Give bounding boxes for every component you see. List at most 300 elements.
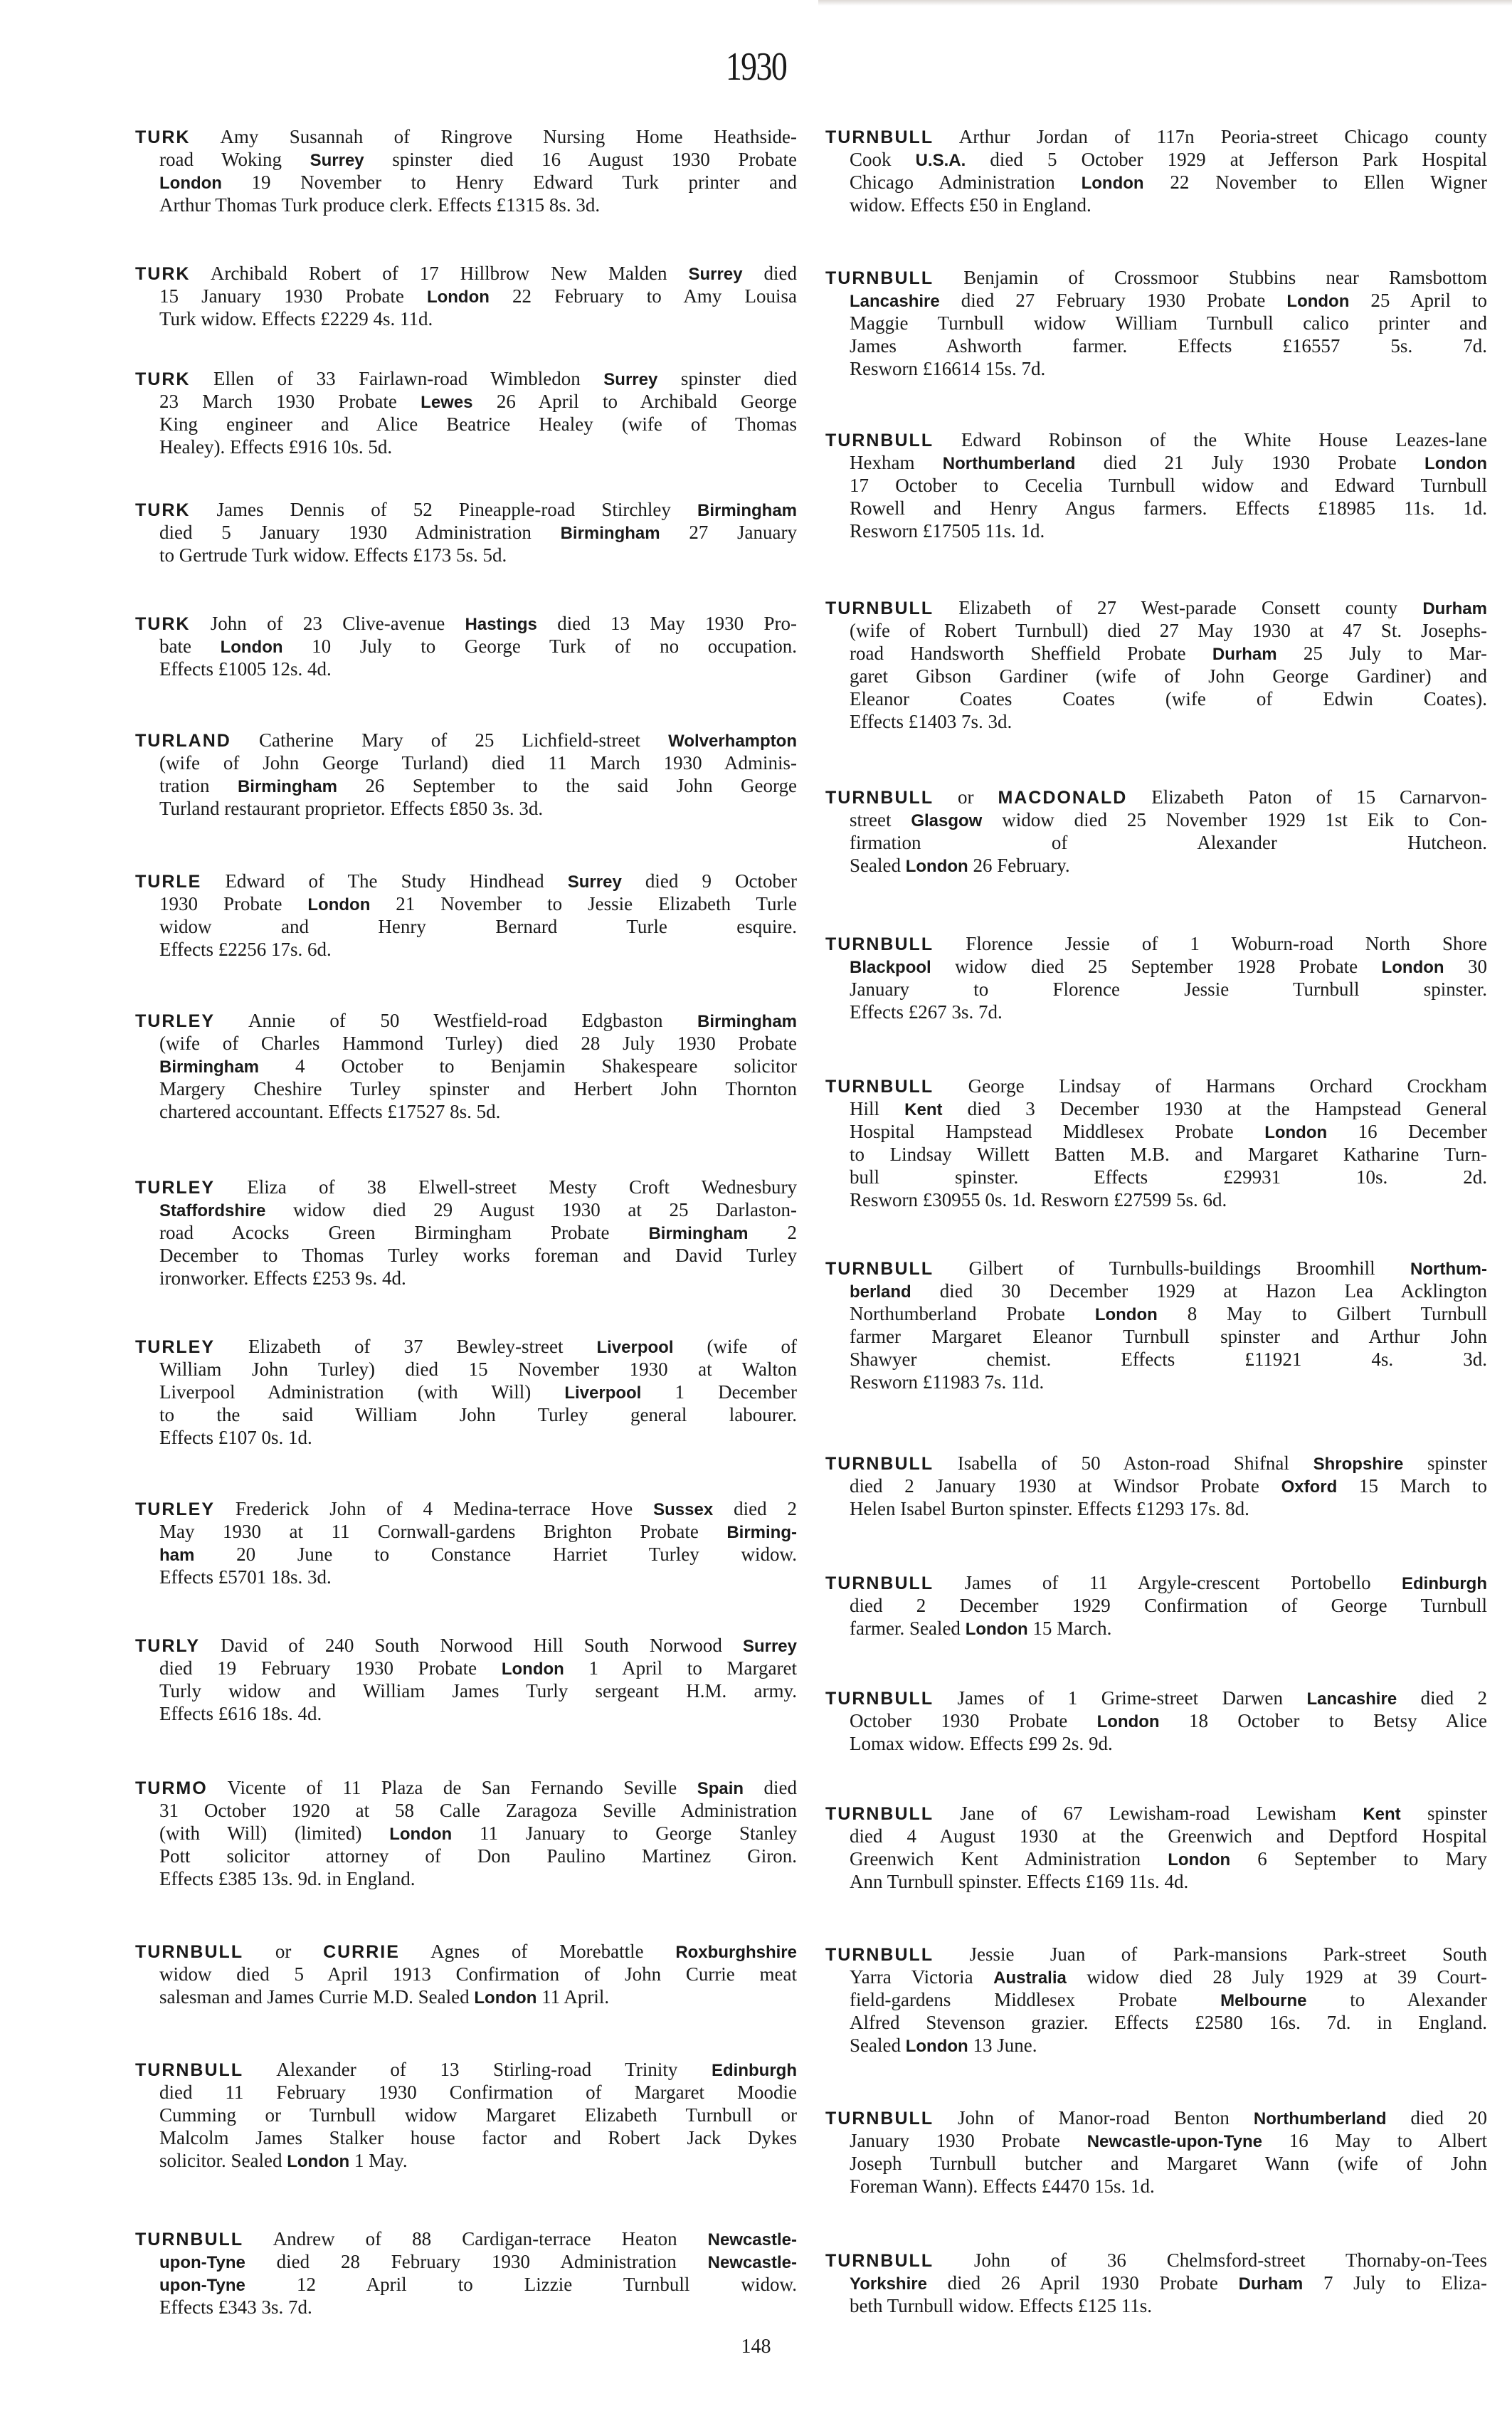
entry-text: Turly widow and William James Turly sergeant H.M. army.: [159, 1680, 797, 1702]
probate-entry: [135, 125, 797, 216]
probate-entry: [825, 125, 1487, 216]
surname: MACDONALD: [998, 788, 1128, 808]
place-name: Surrey: [603, 370, 658, 389]
entry-text: Healey). Effects £916 10s. 5d.: [159, 436, 393, 458]
entry-text: 23 March 1930 Probate: [159, 391, 421, 412]
entry-text: field-gardens Middlesex Probate: [850, 1989, 1221, 2010]
entry-text: Benjamin of Crossmoor Stubbins near Ramsbottom: [934, 267, 1487, 288]
entry-text: died 5 October 1929 at Jefferson Park Hospital: [966, 149, 1488, 170]
place-name: London: [965, 1620, 1028, 1639]
probate-entry: [135, 1776, 797, 1890]
entry-text: William John Turley) died 15 November 1930 at Walton: [159, 1359, 797, 1380]
place-name: Birmingham: [648, 1224, 749, 1243]
entry-text: 6 September to Mary: [1230, 1848, 1487, 1869]
entry-text: salesman and James Currie M.D. Sealed: [159, 1986, 475, 2008]
entry-text: Ellen of 33 Fairlawn-road Wimbledon: [190, 368, 604, 389]
entry-text: October 1930 Probate: [850, 1710, 1097, 1731]
surname: TURNBULL: [135, 1942, 244, 1962]
entry-text: Turland restaurant proprietor. Effects £850 3s. 3d.: [159, 798, 544, 819]
entry-line: [159, 521, 797, 544]
entry-first-line: [135, 367, 797, 390]
place-name: Lewes: [421, 393, 473, 412]
entry-text: Cumming or Turnbull widow Margaret Elizabeth Turnbull or: [159, 2104, 797, 2126]
entry-line: [850, 1825, 1487, 1847]
entry-first-line: [135, 262, 797, 285]
entry-text: spinster died 16 August 1930 Probate: [364, 149, 797, 170]
entry-line: [159, 436, 797, 458]
entry-line: [850, 710, 1487, 733]
entry-text: to the said William John Turley general labourer.: [159, 1404, 797, 1425]
surname: TURNBULL: [825, 1945, 934, 1965]
page-year-heading: 1930: [725, 45, 787, 89]
entry-text: died 2 December 1929 Confirmation of George Turnbull: [850, 1595, 1487, 1616]
entry-line: [159, 1267, 797, 1289]
entry-first-line: [825, 1257, 1487, 1280]
entry-line: [159, 1381, 797, 1403]
probate-entry: [825, 428, 1487, 542]
entry-text: James Ashworth farmer. Effects £16557 5s. 7d.: [850, 335, 1487, 357]
entry-first-line: [135, 125, 797, 148]
entry-line: [159, 544, 797, 566]
entry-text: Turk widow. Effects £2229 4s. 11d.: [159, 308, 433, 329]
entry-text: 20 June to Constance Harriet Turley widow.: [194, 1544, 797, 1565]
entry-line: [159, 171, 797, 194]
entry-text: King engineer and Alice Beatrice Healey (wife of Thomas: [159, 413, 797, 435]
entry-text: George Lindsay of Harmans Orchard Crockham: [934, 1075, 1487, 1097]
probate-entry: [825, 1943, 1487, 2057]
place-name: Australia: [993, 1968, 1067, 1988]
surname: CURRIE: [323, 1942, 400, 1962]
entry-text: 16 May to Albert: [1262, 2130, 1487, 2151]
entry-line: [159, 1702, 797, 1725]
entry-text: 1 December: [641, 1381, 797, 1403]
entry-text: Helen Isabel Burton spinster. Effects £1293 17s. 8d.: [850, 1498, 1249, 1519]
entry-text: Liverpool Administration (with Will): [159, 1381, 565, 1403]
entry-text: Effects £385 13s. 9d. in England.: [159, 1868, 416, 1889]
entry-text: Effects £5701 18s. 3d.: [159, 1566, 332, 1588]
entry-text: James Dennis of 52 Pineapple-road Stirchley: [190, 499, 697, 520]
surname: TURK: [135, 264, 191, 284]
entry-text: died: [744, 1777, 797, 1798]
entry-text: widow. Effects £50 in England.: [850, 194, 1091, 216]
entry-text: Margery Cheshire Turley spinster and Herbert John Thornton: [159, 1078, 797, 1099]
entry-line: [850, 148, 1487, 171]
probate-entry: [135, 262, 797, 330]
entry-first-line: [825, 125, 1487, 148]
entry-text: Resworn £17505 11s. 1d.: [850, 520, 1045, 542]
probate-entry: [135, 367, 797, 458]
entry-text: Archibald Robert of 17 Hillbrow New Malden: [190, 263, 689, 284]
entry-line: [850, 665, 1487, 687]
entry-line: [159, 1799, 797, 1822]
place-name: upon-Tyne: [159, 2253, 245, 2272]
entry-text: died: [742, 263, 797, 284]
entry-first-line: [825, 786, 1487, 808]
entry-text: (wife of John George Turland) died 11 March 1930 Adminis-: [159, 752, 797, 774]
entry-text: 10 July to George Turk of no occupation.: [282, 635, 797, 657]
surname: TURNBULL: [825, 1573, 934, 1593]
probate-entry: [825, 1802, 1487, 1893]
entry-line: [850, 1166, 1487, 1188]
entry-text: James of 11 Argyle-crescent Portobello: [934, 1572, 1402, 1593]
entry-line: [159, 1426, 797, 1449]
entry-line: [850, 642, 1487, 665]
entry-text: road Handsworth Sheffield Probate: [850, 643, 1212, 664]
entry-line: [850, 2034, 1487, 2057]
entry-text: Joseph Turnbull butcher and Margaret Wann (wife of John: [850, 2153, 1487, 2174]
entry-text: Frederick John of 4 Medina-terrace Hove: [215, 1498, 654, 1519]
entry-text: 26 September to the said John George: [337, 775, 798, 796]
place-name: Birmingham: [697, 501, 797, 520]
entry-text: (wife of Charles Hammond Turley) died 28 July 1930 Probate: [159, 1033, 797, 1054]
entry-text: 30: [1444, 956, 1487, 977]
entry-first-line: [825, 428, 1487, 451]
entry-text: Effects £343 3s. 7d.: [159, 2296, 312, 2318]
entry-line: [850, 2175, 1487, 2198]
entry-first-line: [135, 1776, 797, 1799]
probate-entry: [135, 612, 797, 680]
entry-text: May 1930 at 11 Cornwall-gardens Brighton Probate: [159, 1521, 727, 1542]
entry-text: widow died 29 August 1930 at 25 Darlaston-: [265, 1199, 797, 1220]
entry-line: [850, 1732, 1487, 1755]
entry-first-line: [135, 1335, 797, 1358]
probate-entry: [825, 266, 1487, 380]
entry-line: [850, 2129, 1487, 2152]
place-name: London: [1094, 1305, 1158, 1324]
surname: TURNBULL: [825, 2251, 934, 2271]
entry-text: David of 240 South Norwood Hill South Norwood: [200, 1635, 743, 1656]
probate-entry: [135, 1497, 797, 1588]
place-name: Newcastle-upon-Tyne: [1087, 2132, 1262, 2151]
place-name: Birming-: [726, 1523, 797, 1542]
entry-text: Foreman Wann). Effects £4470 15s. 1d.: [850, 2175, 1155, 2197]
entry-text: firmation of Alexander Hutcheon.: [850, 832, 1487, 853]
place-name: London: [905, 2037, 968, 2056]
entry-text: John of Manor-road Benton: [934, 2107, 1254, 2128]
entry-text: or: [243, 1941, 324, 1962]
entry-line: [850, 619, 1487, 642]
entry-text: James of 1 Grime-street Darwen: [934, 1687, 1307, 1709]
entry-text: garet Gibson Gardiner (wife of John George Gardiner) and: [850, 665, 1487, 687]
entry-text: Effects £1403 7s. 3d.: [850, 711, 1013, 732]
entry-first-line: [825, 1075, 1487, 1097]
entry-text: spinster: [1403, 1452, 1487, 1474]
surname: TURLEY: [135, 1178, 215, 1198]
place-name: Sussex: [653, 1500, 714, 1519]
entry-line: [850, 497, 1487, 519]
probate-entry: [135, 498, 797, 566]
entry-line: [850, 357, 1487, 380]
entry-text: 7 July to Eliza-: [1303, 2272, 1488, 2294]
entry-line: [159, 1985, 797, 2008]
entry-line: [159, 194, 797, 216]
entry-line: [159, 1358, 797, 1381]
entry-line: [159, 915, 797, 938]
surname: TURLEY: [135, 1337, 215, 1357]
entry-text: chartered accountant. Effects £17527 8s. 5d.: [159, 1101, 501, 1122]
place-name: Northumberland: [1253, 2109, 1387, 2128]
probate-entry: [135, 1176, 797, 1289]
entry-text: Lomax widow. Effects £99 2s. 9d.: [850, 1733, 1113, 1754]
entry-line: [159, 1679, 797, 1702]
place-name: Surrey: [310, 151, 364, 170]
entry-first-line: [825, 266, 1487, 289]
entry-text: spinster: [1400, 1803, 1487, 1824]
entry-line: [159, 1822, 797, 1845]
entry-line: [159, 774, 797, 797]
entry-text: bull spinster. Effects £29931 10s. 2d.: [850, 1166, 1487, 1188]
entry-text: Cook: [850, 149, 916, 170]
probate-entry: [825, 596, 1487, 733]
surname: TURK: [135, 500, 191, 520]
entry-text: died 5 January 1930 Administration: [159, 522, 561, 543]
entry-text: Eliza of 38 Elwell-street Mesty Croft Wednesbury: [215, 1176, 797, 1198]
entry-text: widow died 25 November 1929 1st Eik to Con-: [982, 809, 1487, 830]
entry-text: 31 October 1920 at 58 Calle Zaragoza Seville Administration: [159, 1800, 797, 1821]
entry-line: [159, 2250, 797, 2273]
surname: TURNBULL: [825, 788, 934, 808]
entry-line: [850, 1302, 1487, 1325]
entry-line: [850, 1847, 1487, 1870]
entry-text: died 20: [1386, 2107, 1487, 2128]
entry-text: 15 January 1930 Probate: [159, 285, 427, 307]
place-name: Surrey: [567, 872, 622, 892]
entry-text: Hill: [850, 1098, 905, 1119]
entry-line: [159, 1055, 797, 1077]
entry-line: [159, 658, 797, 680]
entry-text: tration: [159, 775, 238, 796]
entry-text: died 27 February 1930 Probate: [939, 290, 1287, 311]
entry-text: 22 November to Ellen Wigner: [1143, 172, 1487, 193]
place-name: London: [905, 857, 968, 876]
entry-text: 16 December: [1327, 1121, 1487, 1142]
entry-text: 4 October to Benjamin Shakespeare solicitor: [259, 1055, 797, 1077]
entry-text: December to Thomas Turley works foreman and David Turley: [159, 1245, 797, 1266]
entry-text: 25 July to Mar-: [1276, 643, 1487, 664]
entry-text: died 2 January 1930 at Windsor Probate: [850, 1475, 1281, 1497]
entry-text: Andrew of 88 Cardigan-terrace Heaton: [243, 2228, 708, 2249]
entry-line: [850, 1143, 1487, 1166]
entry-text: Effects £267 3s. 7d.: [850, 1001, 1003, 1023]
place-name: London: [1081, 174, 1144, 193]
probate-entry: [825, 1571, 1487, 1640]
entry-line: [850, 1870, 1487, 1893]
entry-text: bate: [159, 635, 221, 657]
entry-text: 26 February.: [968, 855, 1070, 876]
entry-text: 11 January to George Stanley: [452, 1822, 797, 1844]
entry-text: farmer Margaret Eleanor Turnbull spinster and Arthur John: [850, 1326, 1487, 1347]
place-name: Yorkshire: [850, 2274, 927, 2294]
probate-entry: [135, 2058, 797, 2172]
entry-text: died 26 April 1930 Probate: [926, 2272, 1239, 2294]
surname: TURNBULL: [825, 1077, 934, 1097]
entry-text: died 3 December 1930 at the Hampstead General: [942, 1098, 1487, 1119]
entry-text: Edward Robinson of the White House Leazes-lane: [934, 429, 1487, 450]
place-name: London: [474, 1988, 537, 2008]
entry-line: [850, 451, 1487, 474]
entry-text: (wife of: [673, 1336, 797, 1357]
scan-edge-shadow: [818, 0, 1512, 6]
place-name: Staffordshire: [159, 1201, 266, 1220]
entry-line: [159, 390, 797, 413]
surname: TURNBULL: [825, 1259, 934, 1279]
entry-text: Alfred Stevenson grazier. Effects £2580 16s. 7d. in England.: [850, 2012, 1487, 2033]
entry-line: [159, 938, 797, 961]
entry-line: [159, 1845, 797, 1867]
entry-text: Edward of The Study Hindhead: [201, 870, 568, 892]
entry-text: to Gertrude Turk widow. Effects £173 5s. 5d.: [159, 544, 507, 566]
entry-text: widow died 28 July 1929 at 39 Court-: [1066, 1966, 1487, 1988]
entry-first-line: [825, 1452, 1487, 1475]
probate-entry: [825, 2106, 1487, 2198]
entry-line: [159, 2149, 797, 2172]
probate-entry: [825, 932, 1487, 1023]
entry-text: ironworker. Effects £253 9s. 4d.: [159, 1267, 406, 1289]
entry-text: 1 May.: [349, 2150, 408, 2171]
entry-text: widow died 25 September 1928 Probate: [931, 956, 1382, 977]
probate-entry: [825, 1687, 1487, 1755]
entry-text: widow died 5 April 1913 Confirmation of John Currie meat: [159, 1963, 797, 1985]
entry-text: 2: [748, 1222, 797, 1243]
entry-text: died 11 February 1930 Confirmation of Margaret Moodie: [159, 2082, 797, 2103]
entry-text: Rowell and Henry Angus farmers. Effects £18985 11s. 1d.: [850, 497, 1487, 519]
probate-entry: [825, 1257, 1487, 1393]
entry-line: [159, 2273, 797, 2296]
entry-text: Pott solicitor attorney of Don Paulino Martinez Giron.: [159, 1845, 797, 1867]
place-name: London: [159, 174, 222, 193]
entry-line: [850, 1325, 1487, 1348]
entry-text: Catherine Mary of 25 Lichfield-street: [231, 729, 669, 751]
entry-text: (with Will) (limited): [159, 1822, 390, 1844]
entry-text: 1 April to Margaret: [564, 1657, 797, 1679]
entry-text: Gilbert of Turnbulls-buildings Broomhill: [934, 1257, 1411, 1279]
entry-line: [850, 312, 1487, 334]
place-name: Northum-: [1410, 1260, 1487, 1279]
entry-text: Malcolm James Stalker house factor and Robert Jack Dykes: [159, 2127, 797, 2148]
place-name: London: [1424, 454, 1487, 473]
place-name: London: [220, 638, 283, 657]
entry-first-line: [825, 1571, 1487, 1594]
entry-line: [159, 1077, 797, 1100]
entry-text: died 13 May 1930 Pro-: [536, 613, 797, 634]
entry-first-line: [135, 1009, 797, 1032]
entry-line: [850, 1497, 1487, 1520]
entry-line: [159, 751, 797, 774]
entry-line: [850, 1709, 1487, 1732]
place-name: London: [1096, 1712, 1160, 1731]
place-name: Birmingham: [697, 1012, 797, 1031]
entry-line: [159, 1032, 797, 1055]
entry-line: [159, 1963, 797, 1985]
entry-first-line: [135, 1634, 797, 1657]
surname: TURNBULL: [135, 2230, 244, 2249]
place-name: Kent: [904, 1100, 943, 1119]
entry-line: [159, 2104, 797, 2126]
entry-text: widow and Henry Bernard Turle esquire.: [159, 916, 797, 937]
entry-line: [159, 1198, 797, 1221]
entry-text: 25 April to: [1349, 290, 1487, 311]
place-name: Lancashire: [1306, 1689, 1397, 1709]
entry-text: spinster died: [657, 368, 797, 389]
entry-text: 17 October to Cecelia Turnbull widow and Edward Turnbull: [850, 475, 1487, 496]
place-name: London: [287, 2152, 350, 2171]
entry-text: beth Turnbull widow. Effects £125 11s.: [850, 2295, 1152, 2316]
entry-line: [850, 1280, 1487, 1302]
entry-text: 26 April to Archibald George: [472, 391, 797, 412]
entry-text: 13 June.: [968, 2035, 1037, 2056]
entry-text: 11 April.: [536, 1986, 610, 2008]
entry-line: [850, 194, 1487, 216]
entry-text: Amy Susannah of Ringrove Nursing Home Heathside-: [190, 126, 797, 147]
entry-text: Northumberland Probate: [850, 1303, 1095, 1324]
entry-text: Ann Turnbull spinster. Effects £169 11s. 4d.: [850, 1871, 1189, 1892]
entry-first-line: [135, 498, 797, 521]
entry-text: January to Florence Jessie Turnbull spinster.: [850, 978, 1487, 1000]
place-name: Melbourne: [1220, 1991, 1307, 2010]
entry-text: Elizabeth Paton of 15 Carnarvon-: [1127, 786, 1487, 808]
entry-line: [159, 1543, 797, 1566]
place-name: Birmingham: [159, 1057, 260, 1077]
entry-line: [850, 808, 1487, 831]
surname: TURK: [135, 369, 191, 389]
entry-line: [159, 1520, 797, 1543]
place-name: Durham: [1238, 2274, 1304, 2294]
entry-line: [159, 635, 797, 658]
entry-text: Elizabeth of 37 Bewley-street: [215, 1336, 597, 1357]
probate-entry: [135, 1634, 797, 1725]
probate-entry: [135, 2227, 797, 2319]
place-name: Edinburgh: [1402, 1574, 1487, 1593]
entry-first-line: [825, 932, 1487, 955]
entry-text: Greenwich Kent Administration: [850, 1848, 1168, 1869]
entry-line: [159, 413, 797, 436]
entry-first-line: [825, 1687, 1487, 1709]
entry-first-line: [135, 2227, 797, 2250]
entry-text: Yarra Victoria: [850, 1966, 994, 1988]
entry-text: 8 May to Gilbert Turnbull: [1157, 1303, 1487, 1324]
surname: TURNBULL: [135, 2060, 244, 2080]
entry-text: Arthur Jordan of 117n Peoria-street Chicago county: [934, 126, 1487, 147]
surname: TURK: [135, 614, 191, 634]
entry-text: Effects £2256 17s. 6d.: [159, 939, 332, 960]
entry-text: Chicago Administration: [850, 172, 1082, 193]
entry-text: Sealed: [850, 855, 906, 876]
entry-line: [850, 171, 1487, 194]
entry-text: road Woking: [159, 149, 310, 170]
entry-text: Agnes of Morebattle: [399, 1941, 676, 1962]
entry-text: Maggie Turnbull widow William Turnbull calico printer and: [850, 312, 1487, 334]
surname: TURNBULL: [825, 2109, 934, 2128]
entry-text: road Acocks Green Birmingham Probate: [159, 1222, 649, 1243]
entry-text: 18 October to Betsy Alice: [1159, 1710, 1487, 1731]
entry-text: Eleanor Coates Coates (wife of Edwin Coates).: [850, 688, 1487, 709]
place-name: London: [1381, 958, 1444, 977]
place-name: ham: [159, 1546, 195, 1565]
place-name: Newcastle-: [707, 2253, 797, 2272]
entry-line: [850, 1617, 1487, 1640]
entry-text: Annie of 50 Westfield-road Edgbaston: [215, 1010, 697, 1031]
entry-line: [850, 2294, 1487, 2317]
entry-line: [159, 1221, 797, 1244]
entry-text: Resworn £16614 15s. 7d.: [850, 358, 1046, 379]
entry-text: died 19 February 1930 Probate: [159, 1657, 502, 1679]
entry-line: [159, 2081, 797, 2104]
entry-line: [850, 1988, 1487, 2011]
entry-text: 21 November to Jessie Elizabeth Turle: [370, 893, 797, 914]
entry-text: farmer. Sealed: [850, 1618, 966, 1639]
entry-first-line: [135, 729, 797, 751]
place-name: Kent: [1363, 1805, 1401, 1824]
